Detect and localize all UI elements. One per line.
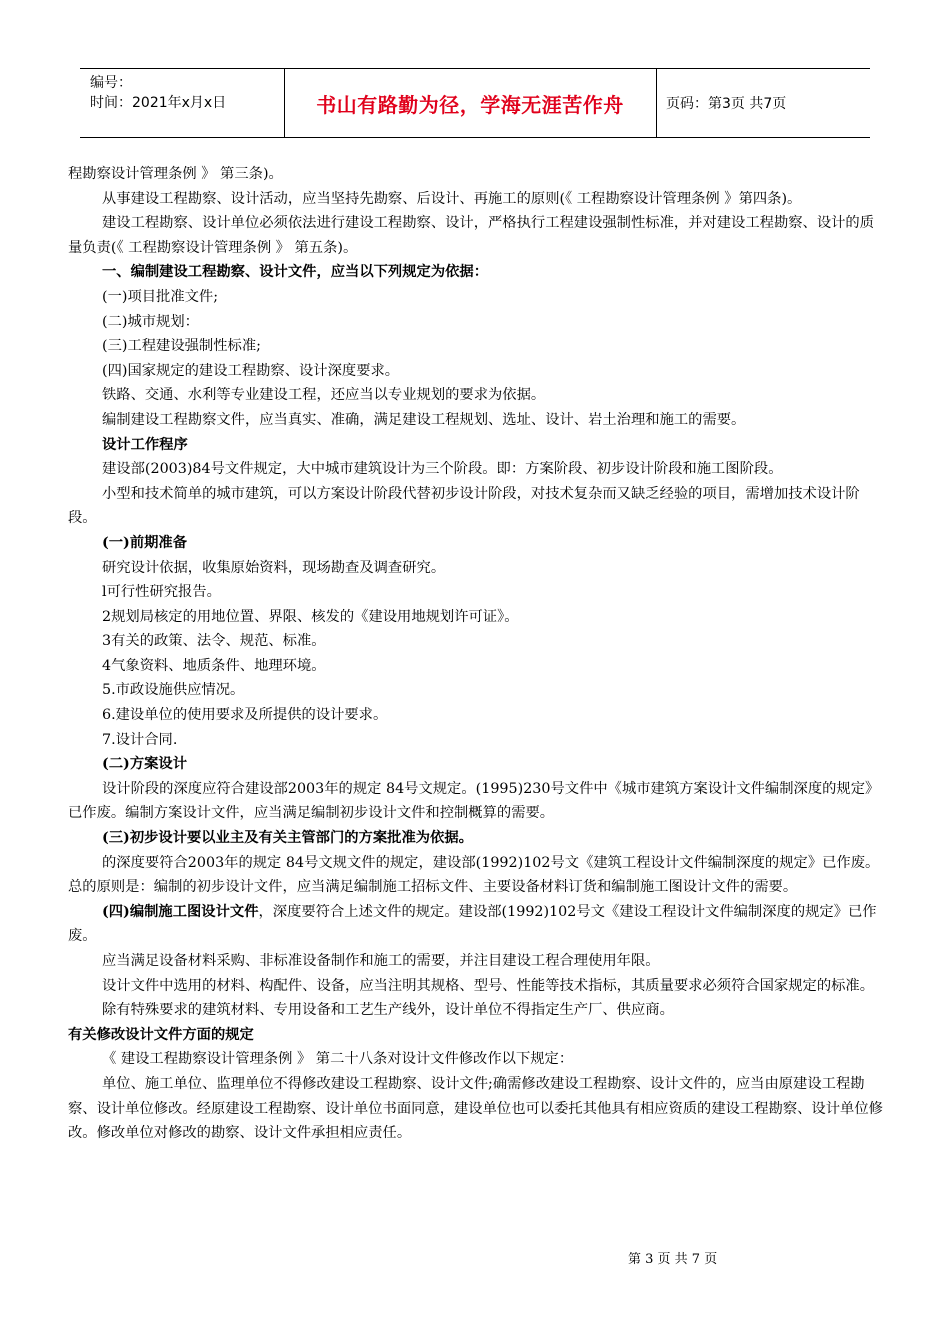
paragraph: 设计文件中选用的材料、构配件、设备，应当注明其规格、型号、性能等技术指标，其质量要求必须符合国家规定的标准。	[102, 977, 875, 994]
paragraph: 铁路、交通、水利等专业建设工程，还应当以专业规划的要求为依据。	[102, 387, 546, 404]
header-meta	[90, 73, 226, 113]
header-divider-right	[656, 69, 657, 137]
paragraph: 除有特殊要求的建筑材料、专用设备和工艺生产线外，设计单位不得指定生产厂、供应商。	[102, 1002, 674, 1019]
section-heading: 一、编制建设工程勘察、设计文件，应当以下列规定为依据：	[102, 264, 489, 281]
paragraph-rest: ，深度要符合上述文件的规定。建设部(1992)102号文《建设工程设计文件编制深度的规定》已作废。	[68, 903, 877, 945]
paragraph: 建设工程勘察、设计单位必须依法进行建设工程勘察、设计，严格执行工程建设强制性标准，并对建设工程勘察、设计的质量负责(《 工程勘察设计管理条例 》 第五条)。	[68, 215, 875, 256]
paragraph: 研究设计依据，收集原始资料，现场勘查及调查研究。	[102, 559, 446, 576]
page-header	[80, 68, 870, 138]
paragraph: 4气象资料、地质条件、地理环境。	[102, 657, 326, 674]
section-heading: (二)方案设计	[102, 756, 188, 773]
header-motto: 书山有路勤为径，学海无涯苦作舟	[316, 92, 624, 117]
paragraph: 《 建设工程勘察设计管理条例 》 第二十八条对设计文件修改作以下规定：	[102, 1051, 574, 1068]
paragraph: (四)国家规定的建设工程勘察、设计深度要求。	[102, 362, 400, 379]
paragraph: 2规划局核定的用地位置、界限、核发的《建设用地规划许可证》。	[102, 608, 519, 625]
section-heading: 设计工作程序	[102, 436, 188, 453]
paragraph: 应当满足设备材料采购、非标准设备制作和施工的需要，并注目建设工程合理使用年限。	[102, 953, 660, 969]
paragraph: 建设部(2003)84号文件规定，大中城市建筑设计为三个阶段。即：方案阶段、初步设计阶段和施工图阶段。	[102, 461, 783, 478]
paragraph: 3有关的政策、法令、规范、标准。	[102, 633, 326, 650]
paragraph: 单位、施工单位、监理单位不得修改建设工程勘察、设计文件;确需修改建设工程勘察、设计文件的，应当由原建设工程勘察、设计单位修改。经原建设工程勘察、设计单位书面同意，建设单位也可以委托其他具有相应资质的建设工程勘察、设计单位修改。修改单位对修改的勘察、设计文件承担相应责任。	[68, 1075, 883, 1142]
paragraph-lead: (四)编制施工图设计文件	[102, 903, 259, 920]
section-heading: (一)前期准备	[102, 534, 188, 551]
paragraph: 5.市政设施供应情况。	[102, 682, 245, 699]
page-footer: 第 3 页 共 7 页	[628, 1252, 718, 1267]
paragraph: 小型和技术简单的城市建筑，可以方案设计阶段代替初步设计阶段，对技术复杂而又缺乏经验的项目，需增加技术设计阶段。	[68, 485, 860, 527]
paragraph: 的深度要符合2003年的规定 84号文规文件的规定，建设部(1992)102号文《建筑工程设计文件编制深度的规定》已作废。总的原则是：编制的初步设计文件，应当满足编制施工招标文件、主要设备材料订货和编制施工图设计文件的需要。	[68, 854, 880, 896]
paragraph: 从事建设工程勘察、设计活动，应当坚持先勘察、后设计、再施工的原则(《 工程勘察设计管理条例 》第四条)。	[102, 190, 802, 207]
paragraph: l可行性研究报告。	[102, 584, 221, 601]
paragraph: (一)项目批准文件;	[102, 288, 219, 305]
paragraph: 7.设计合同.	[102, 731, 178, 748]
document-body	[68, 162, 884, 1146]
paragraph: (二)城市规划：	[102, 313, 199, 330]
paragraph: 编制建设工程勘察文件，应当真实、准确，满足建设工程规划、选址、设计、岩土治理和施工的需要。	[102, 411, 746, 428]
code-label: 编号：	[90, 75, 132, 91]
page-number-label: 页码：第3页 共7页	[666, 96, 787, 112]
paragraph: (三)工程建设强制性标准;	[102, 338, 261, 355]
paragraph: 设计阶段的深度应符合建设部2003年的规定 84号文规定。(1995)230号文件中《城市建筑方案设计文件编制深度的规定》已作废。编制方案设计文件，应当满足编制初步设计文件和控制概算的需要。	[68, 780, 880, 822]
paragraph: 6.建设单位的使用要求及所提供的设计要求。	[102, 707, 388, 724]
paragraph: 程勘察设计管理条例 》 第三条)。	[68, 166, 283, 182]
section-heading: (三)初步设计要以业主及有关主管部门的方案批准为依据。	[102, 830, 473, 847]
section-heading: 有关修改设计文件方面的规定	[68, 1026, 254, 1043]
paragraph	[68, 900, 884, 949]
date-label: 时间：2021年x月x日	[90, 95, 227, 111]
